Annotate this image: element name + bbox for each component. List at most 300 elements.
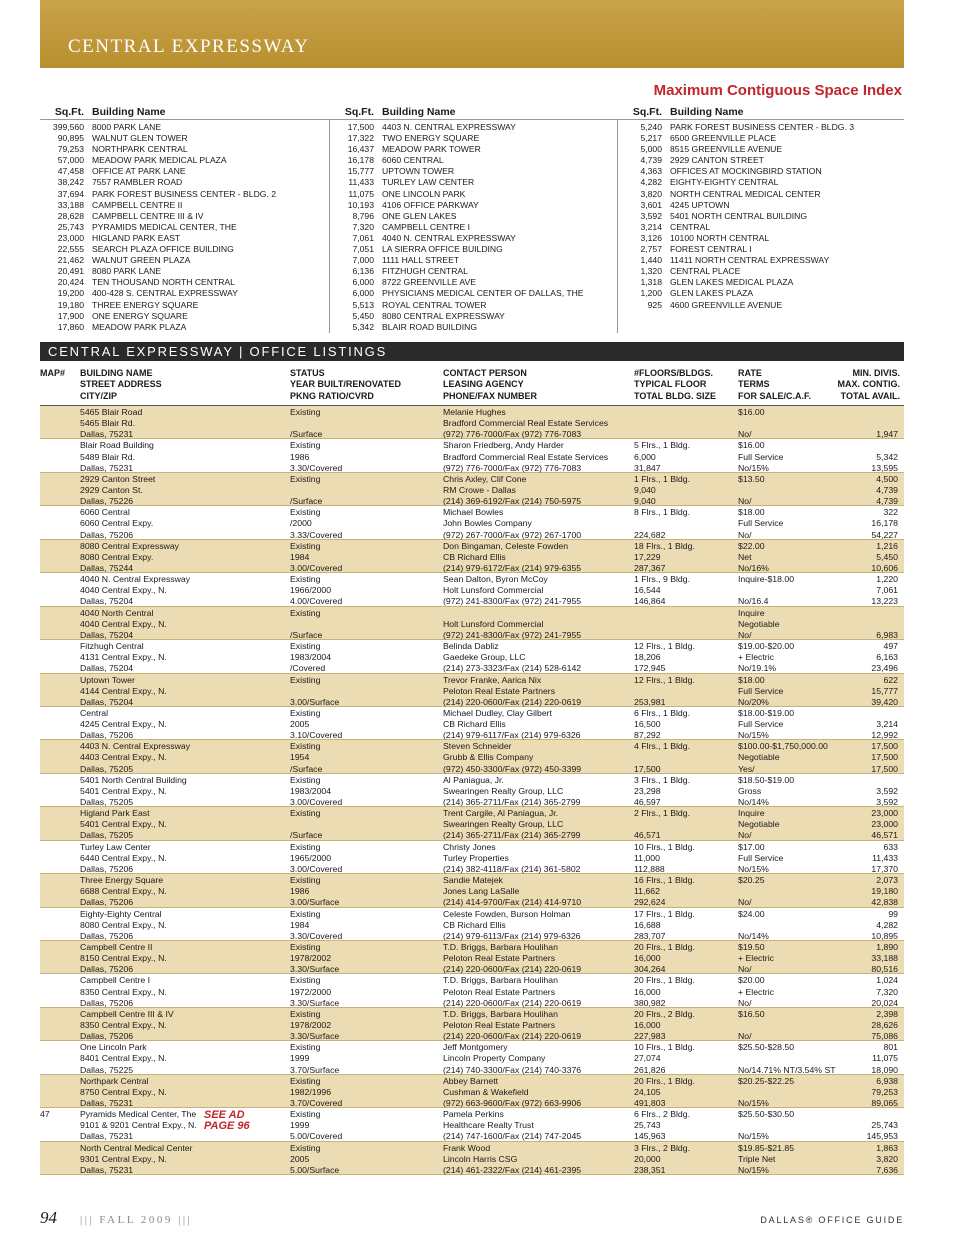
listing-building-line: 5465 Blair Road (80, 407, 143, 417)
listing-status-line (290, 418, 440, 429)
header-label: TERMS (738, 379, 770, 390)
index-row (618, 122, 904, 133)
listing-map-number (40, 708, 76, 719)
listing-entry (40, 473, 904, 506)
listing-building (80, 741, 245, 774)
listing-building-line: 2929 Canton Street (80, 473, 156, 484)
listing-building (80, 574, 245, 607)
listing-building-line: Dallas, 75204 (80, 596, 134, 607)
listing-floors-line: 17 Flrs., 1 Bldg. (634, 908, 695, 919)
listing-availability-line: 5,342 (876, 451, 898, 462)
listing-rate-line: No/15% (738, 1131, 769, 1142)
listing-floors-line (634, 608, 734, 619)
listing-building-line: Dallas, 75231 (80, 429, 134, 440)
listing-status-line: 1986 (290, 886, 310, 897)
listing-floors (634, 975, 734, 1008)
index-sqft: 17,322 (347, 133, 374, 144)
index-building-name: CAMPBELL CENTRE I (382, 221, 471, 232)
listing-rate-line: + Electric (738, 986, 774, 997)
listing-contact-line: Peloton Real Estate Partners (443, 986, 556, 997)
listing-entry (40, 740, 904, 773)
listing-status (290, 507, 440, 540)
listing-status-line: Existing (290, 674, 321, 685)
listing-rate-line: No/ (738, 629, 752, 640)
listing-building (80, 808, 245, 841)
listing-status-line: 1972/2000 (290, 986, 332, 997)
listing-contact-line: Abbey Barnett (443, 1075, 499, 1086)
listing-contact-line: Peloton Real Estate Partners (443, 685, 556, 696)
listing-rate-line: Triple Net (738, 1153, 776, 1164)
listing-availability-line: 13,595 (871, 462, 898, 473)
header-contact (443, 368, 537, 402)
listing-contact-line: Michael Dudley, Clay Gilbert (443, 707, 552, 718)
listing-availability-line: 4,739 (876, 496, 898, 507)
listing-floors-line: 46,571 (634, 830, 661, 841)
listing-availability-line: 1,220 (876, 574, 898, 585)
listing-floors-line: 25,743 (634, 1120, 661, 1131)
listing-contact-line: T.D. Briggs, Barbara Houlihan (443, 942, 558, 952)
listing-building-line: 5465 Blair Rd. (80, 418, 136, 429)
index-row (330, 155, 617, 166)
listing-contact (443, 608, 633, 641)
listing-entry (40, 439, 904, 472)
listing-availability-line: 80,516 (871, 964, 898, 975)
listing-floors-line: 292,624 (634, 897, 666, 908)
listing-map-number (40, 541, 76, 552)
index-header (40, 106, 330, 120)
listing-map-number (40, 975, 76, 986)
listing-map-number (40, 1109, 76, 1120)
index-row (40, 266, 329, 277)
listing-building-line: 8350 Central Expy., N. (80, 1019, 167, 1030)
listing-status-line: 1999 (290, 1053, 310, 1064)
listing-contact-line: (214) 220-0600/Fax (214) 220-0619 (443, 964, 582, 975)
listing-contact-line: (972) 663-9600/Fax (972) 663-9906 (443, 1097, 582, 1108)
index-sqft: 925 (647, 299, 662, 310)
listing-contact-line: (214) 979-6117/Fax (214) 979-6326 (443, 730, 581, 741)
listing-availability-line: 12,992 (871, 730, 898, 741)
index-row (40, 255, 329, 266)
listing-rate-line: No/19.1% (738, 663, 777, 674)
listing-availability-line: 3,820 (876, 1153, 898, 1164)
listing-contact (443, 675, 633, 708)
listing-floors-line: 16 Flrs., 1 Bldg. (634, 875, 695, 886)
listing-floors-line: 16,688 (634, 919, 661, 930)
listing-availability-line: 13,223 (871, 596, 898, 607)
index-building-name: 4245 UPTOWN (670, 199, 730, 210)
listing-building-line: One Lincoln Park (80, 1042, 147, 1053)
listing-contact-line: Sharon Friedberg, Andy Harder (443, 440, 564, 451)
listing-availability-line: 6,163 (876, 652, 898, 663)
listing-map-number (40, 875, 76, 886)
header-label: TOTAL BLDG. SIZE (634, 390, 717, 401)
index-row (330, 266, 617, 277)
listing-floors (634, 741, 734, 774)
index-building-name: 8000 PARK LANE (92, 122, 162, 132)
listing-floors (634, 474, 734, 507)
listing-status-line: Existing (290, 574, 321, 585)
index-building-name: 8080 CENTRAL EXPRESSWAY (382, 310, 505, 321)
listing-floors-line: 283,707 (634, 930, 666, 941)
index-row (330, 211, 617, 222)
listing-floors-line: 6 Flrs., 1 Bldg. (634, 707, 691, 718)
listing-status-line: 1978/2002 (290, 1019, 332, 1030)
listing-availability (838, 641, 898, 674)
index-row (330, 255, 617, 266)
listing-floors-line: 253,981 (634, 696, 666, 707)
listing-entry (40, 774, 904, 807)
listing-availability-line: 1,947 (876, 429, 898, 440)
listing-entry (40, 908, 904, 941)
listing-availability-line: 1,890 (876, 942, 898, 952)
listing-floors-line: 31,847 (634, 462, 661, 473)
index-row (40, 144, 329, 155)
listing-building-line: 6060 Central (80, 507, 130, 518)
listing-status-line: /Covered (290, 663, 326, 674)
index-sqft: 1,440 (640, 255, 662, 266)
listing-contact-line: Bradford Commercial Real Estate Services (443, 418, 609, 429)
header-label: BUILDING NAME (80, 368, 153, 378)
listing-floors-line: 87,292 (634, 730, 661, 741)
listing-building-line: Blair Road Building (80, 440, 154, 451)
listing-rate-line: Inquire (738, 808, 765, 819)
listing-building (80, 875, 245, 908)
header-min (838, 368, 901, 402)
listing-rate-line: + Electric (738, 953, 774, 964)
listing-floors-line: 491,803 (634, 1097, 666, 1108)
listing-contact (443, 507, 633, 540)
listing-rate-line: No/15% (738, 1164, 769, 1175)
index-column-1 (40, 106, 330, 333)
listing-building-line: Dallas, 75204 (80, 663, 134, 674)
index-building-name: SEARCH PLAZA OFFICE BUILDING (92, 244, 234, 255)
index-row (330, 122, 617, 133)
listing-contact-line: (214) 979-6113/Fax (214) 979-6326 (443, 930, 581, 941)
listing-status-line: 4.00/Covered (290, 596, 343, 607)
index-column-3 (618, 106, 904, 311)
index-sqft: 10,193 (347, 199, 374, 210)
index-building-name: BLAIR ROAD BUILDING (382, 321, 478, 332)
listing-contact (443, 708, 633, 741)
listing-availability-line: 3,592 (876, 797, 898, 807)
listing-availability (838, 407, 898, 440)
index-row (618, 200, 904, 211)
index-sqft: 19,180 (57, 299, 84, 310)
index-building-name: 8515 GREENVILLE AVENUE (670, 144, 783, 155)
index-sqft: 37,694 (57, 188, 84, 199)
index-row (40, 189, 329, 200)
listing-entry (40, 506, 904, 539)
listing-floors-line: 11,000 (634, 852, 660, 863)
listing-contact-line: Healthcare Realty Trust (443, 1120, 534, 1131)
listing-availability-line: 145,953 (866, 1131, 898, 1142)
index-building-name: 4403 N. CENTRAL EXPRESSWAY (382, 122, 516, 132)
listing-building-line: Central (80, 707, 109, 718)
listing-building-line: Dallas, 75231 (80, 1097, 134, 1108)
map-number (40, 474, 76, 485)
listing-building (80, 942, 245, 975)
listing-contact-line: (972) 776-7000/Fax (972) 776-7083 (443, 429, 582, 440)
listing-availability (838, 1076, 898, 1109)
listing-building-line: 8350 Central Expy., N. (80, 986, 167, 997)
listing-entry (40, 707, 904, 740)
listing-rate-line: + Electric (738, 652, 774, 663)
listing-building (80, 541, 245, 574)
index-row (40, 322, 329, 333)
index-column-2 (330, 106, 618, 333)
index-building-name: EIGHTY-EIGHTY CENTRAL (670, 177, 779, 188)
map-number (40, 775, 76, 786)
header-label: TOTAL AVAIL. (840, 390, 900, 401)
listing-rate-line: No/ (738, 964, 752, 975)
listing-floors-line: 10 Flrs., 1 Bldg. (634, 1042, 695, 1053)
listing-contact (443, 975, 633, 1008)
listing-availability-line: 322 (883, 507, 898, 518)
listing-contact (443, 474, 633, 507)
listing-status-line: 1986 (290, 451, 310, 462)
listing-status-line: 1984 (290, 919, 310, 930)
listing-floors-line (634, 686, 734, 697)
map-number (40, 507, 76, 518)
listing-contact-line: Turley Properties (443, 852, 509, 863)
listing-contact (443, 1042, 633, 1075)
header-label: MAP# (40, 368, 66, 378)
listing-status (290, 909, 440, 942)
listing-floors-line: 146,864 (634, 596, 666, 607)
listing-floors (634, 708, 734, 741)
listing-floors-line: 4 Flrs., 1 Bldg. (634, 741, 691, 752)
index-sqft: 1,318 (640, 277, 662, 288)
listing-status (290, 1009, 440, 1042)
listing-status-line: Existing (290, 1008, 321, 1019)
listing-building-line: Dallas, 75206 (80, 863, 134, 874)
index-sqft: 17,500 (347, 122, 374, 132)
listing-map-number (40, 1143, 76, 1154)
listing-contact (443, 1009, 633, 1042)
listing-building (80, 507, 245, 540)
listing-rate-line: No/15% (738, 730, 769, 741)
listing-floors-line: 24,105 (634, 1086, 661, 1097)
listing-floors-line: 20 Flrs., 1 Bldg. (634, 942, 695, 952)
listing-entry (40, 1075, 904, 1108)
index-building-name: PARK FOREST BUSINESS CENTER - BLDG. 2 (92, 188, 277, 199)
listing-map-number (40, 641, 76, 652)
listing-contact-line: (214) 365-2711/Fax (214) 365-2799 (443, 830, 581, 841)
listing-contact-line: Grubb & Ellis Company (443, 752, 534, 763)
index-row (330, 133, 617, 144)
index-sqft: 1,200 (640, 288, 662, 299)
listing-availability (838, 440, 898, 473)
index-row (618, 211, 904, 222)
listing-rate-line: $19.85-$21.85 (738, 1142, 795, 1153)
listing-rate-line: Full Service (738, 451, 784, 462)
listing-floors-line: 145,963 (634, 1131, 666, 1142)
listing-contact-line: Jones Lang LaSalle (443, 886, 520, 897)
listing-rate-line: $16.00 (738, 407, 765, 417)
listing-rate-line: Full Service (738, 719, 784, 730)
listing-building-line: Dallas, 75206 (80, 1031, 134, 1042)
listing-contact-line: RM Crowe - Dallas (443, 484, 516, 495)
listing-entry (40, 874, 904, 907)
listing-contact (443, 909, 633, 942)
listing-availability-line: 10,895 (871, 930, 898, 941)
listing-floors-line: 11,662 (634, 886, 660, 897)
listing-status-line: 3.00/Surface (290, 897, 340, 908)
listing-status-line (290, 485, 440, 496)
listing-building-line: 4131 Central Expy., N. (80, 652, 167, 663)
listing-contact (443, 641, 633, 674)
listing-building-line: 8080 Central Expressway (80, 540, 179, 551)
listing-building-line: North Central Medical Center (80, 1142, 193, 1153)
listing-status-line: /Surface (290, 496, 323, 507)
header-label: CITY/ZIP (80, 390, 118, 401)
index-building-name: 5401 NORTH CENTRAL BUILDING (670, 210, 808, 221)
listing-status-line: Existing (290, 607, 321, 618)
listing-rate-line: $17.00 (738, 841, 765, 852)
index-sqft: 11,075 (348, 188, 374, 199)
index-row (40, 311, 329, 322)
listing-availability (838, 541, 898, 574)
listing-rate-line: No/16.4 (738, 596, 769, 607)
index-header-name: Building Name (382, 106, 456, 118)
listing-floors-line: 20,000 (634, 1153, 661, 1164)
index-row (330, 288, 617, 299)
listing-contact (443, 1109, 633, 1142)
listing-availability-line: 79,253 (871, 1086, 898, 1097)
map-number (40, 1076, 76, 1087)
listing-contact (443, 942, 633, 975)
listing-status-line: Existing (290, 741, 321, 752)
listing-status-line: Existing (290, 841, 321, 852)
listing-building-line: 9301 Central Expy., N. (80, 1153, 167, 1164)
index-building-name: CENTRAL (670, 221, 711, 232)
listing-availability (838, 775, 898, 808)
listing-floors-line: 16,544 (634, 585, 661, 596)
index-building-name: 7557 RAMBLER ROAD (92, 177, 183, 188)
listing-building-line: 5489 Blair Rd. (80, 451, 136, 462)
listing-status-line: 1984 (290, 551, 310, 562)
index-row (40, 133, 329, 144)
listing-building-line: Dallas, 75205 (80, 830, 134, 841)
index-sqft: 4,282 (640, 177, 662, 188)
listing-floors-line (634, 619, 734, 630)
listing-availability-line: 46,571 (871, 830, 898, 841)
listing-availability-line: 25,743 (871, 1120, 898, 1131)
listing-building-line: Dallas, 75225 (80, 1064, 134, 1075)
listing-rate-line: Inquire (738, 607, 765, 618)
index-sqft: 4,363 (640, 166, 662, 177)
listing-rate-line: $20.00 (738, 975, 765, 986)
index-building-name: 1111 HALL STREET (382, 255, 460, 266)
listing-floors-line: 6 Flrs., 2 Bldg. (634, 1109, 691, 1120)
index-sqft: 2,757 (640, 244, 662, 255)
listing-status-line: Existing (290, 407, 321, 417)
listing-status-line: 1978/2002 (290, 953, 332, 964)
listing-rate-line: No/14% (738, 797, 769, 807)
map-number (40, 842, 76, 853)
listing-map-number (40, 474, 76, 485)
listing-availability-line: 23,000 (871, 819, 898, 830)
index-sqft: 5,217 (640, 133, 662, 144)
map-number (40, 1009, 76, 1020)
listing-building-line: 9101 & 9201 Central Expy., N. (80, 1120, 197, 1131)
index-sqft: 25,743 (57, 221, 84, 232)
listing-status-line: 3.30/Surface (290, 997, 340, 1008)
listing-floors-line: 9,040 (634, 484, 656, 495)
listing-building (80, 842, 245, 875)
index-row (40, 155, 329, 166)
header-label: STATUS (290, 368, 325, 378)
listing-rate-line: No/16% (738, 562, 769, 573)
listing-status-line: /Surface (290, 830, 323, 841)
listing-status (290, 741, 440, 774)
listing-contact-line: Swearingen Realty Group, LLC (443, 819, 564, 830)
index-sqft: 33,188 (57, 199, 84, 210)
listing-floors-line: 112,888 (634, 863, 665, 874)
listing-rate-line: $18.00 (738, 674, 765, 685)
listing-contact-line: Sandie Matejek (443, 875, 503, 886)
header-label: PHONE/FAX NUMBER (443, 390, 538, 401)
listing-status-line: 3.10/Covered (290, 730, 343, 741)
listing-status-line (290, 686, 440, 697)
index-sqft: 8,796 (352, 210, 374, 221)
listing-building-line: Dallas, 75206 (80, 964, 134, 975)
index-building-name: 4106 OFFICE PARKWAY (382, 199, 479, 210)
index-sqft: 5,450 (352, 310, 374, 321)
listing-availability-line: 7,320 (876, 986, 898, 997)
header-floors (634, 368, 716, 402)
index-row (40, 244, 329, 255)
index-building-name: THREE ENERGY SQUARE (92, 299, 199, 310)
listing-availability-line: 11,075 (872, 1053, 898, 1064)
map-number (40, 675, 76, 686)
index-header-sqft: Sq.Ft. (632, 106, 662, 118)
listing-building (80, 1042, 245, 1075)
index-building-name: 400-428 S. CENTRAL EXPRESSWAY (92, 288, 238, 299)
listing-rate-line: No/ (738, 429, 752, 440)
index-building-name: MEADOW PARK PLAZA (92, 321, 187, 332)
listing-rate-line: $25.50-$30.50 (738, 1109, 795, 1120)
listing-availability (838, 975, 898, 1008)
listing-availability (838, 909, 898, 942)
index-sqft: 7,061 (352, 232, 374, 243)
listing-floors-line: 1 Flrs., 1 Bldg. (634, 473, 691, 484)
index-sqft: 6,136 (352, 266, 374, 277)
listing-contact-line: Holt Lunsford Commercial (443, 585, 544, 596)
listing-status-line: 3.30/Surface (290, 964, 340, 975)
map-number (40, 1143, 76, 1154)
header-label: RATE (738, 368, 762, 378)
index-building-name: PYRAMIDS MEDICAL CENTER, THE (92, 221, 237, 232)
index-row (40, 211, 329, 222)
listing-contact-line: (972) 450-3300/Fax (972) 450-3399 (443, 763, 582, 774)
listing-rate-line: Gross (738, 785, 762, 796)
index-header-sqft: Sq.Ft. (54, 106, 84, 118)
listing-availability-line: 801 (883, 1042, 898, 1053)
listing-contact-line (443, 608, 633, 619)
index-sqft: 11,433 (348, 177, 374, 188)
listing-availability-line: 1,024 (876, 975, 898, 986)
listing-entry (40, 941, 904, 974)
listing-availability-line: 4,739 (876, 484, 898, 495)
listing-availability-line (838, 407, 898, 418)
listing-status-line: /Surface (290, 629, 323, 640)
listing-contact-line: (972) 776-7000/Fax (972) 776-7083 (443, 462, 582, 473)
index-building-name: 4600 GREENVILLE AVENUE (670, 299, 783, 310)
index-building-name: TWO ENERGY SQUARE (382, 133, 480, 144)
listing-building-line: Dallas, 75205 (80, 797, 134, 807)
index-building-name: MEADOW PARK TOWER (382, 144, 481, 155)
